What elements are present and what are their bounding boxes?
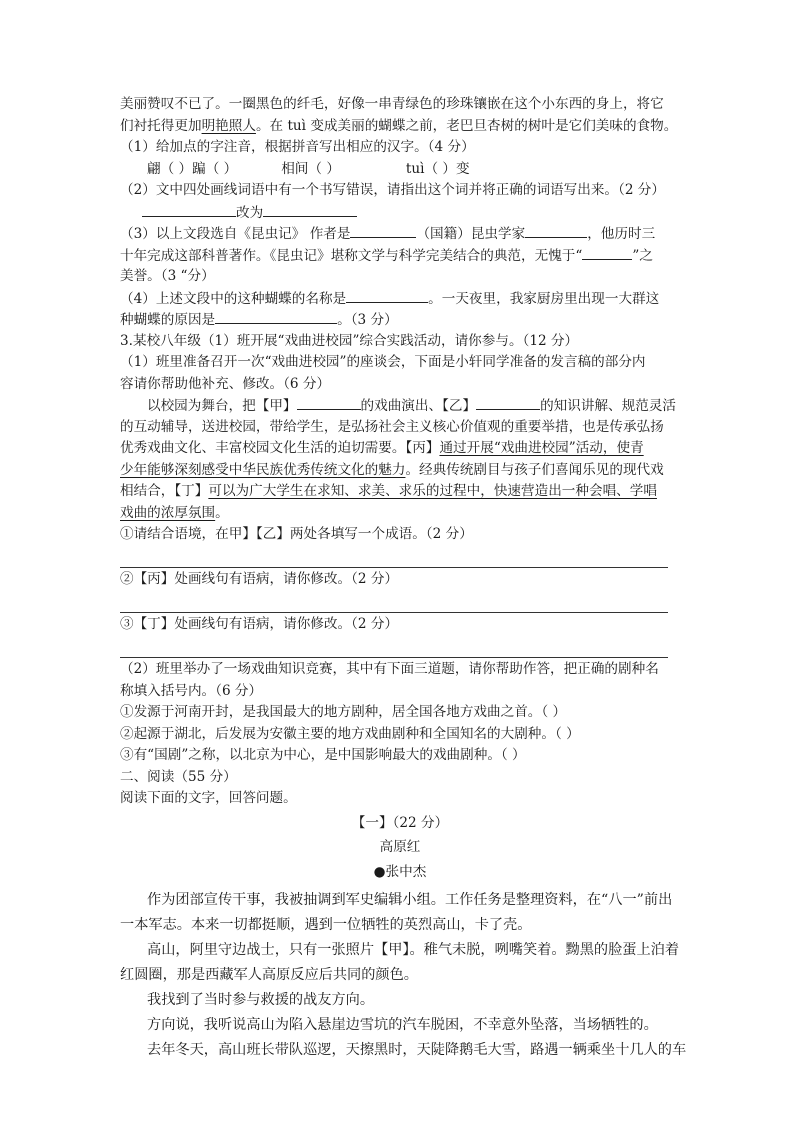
underlined-sentence: 通过开展“戏曲进校园”活动，使青 bbox=[439, 440, 644, 456]
quiz-item: ①发源于河南开封，是我国最大的地方剧种，居全国各地方戏曲之首。（ ） bbox=[120, 704, 567, 720]
answer-blank[interactable] bbox=[346, 288, 428, 303]
text-line: 美丽赞叹不已了。一圈黑色的纤毛，好像一串青绿色的珍珠镶嵌在这个小东西的身上，将它 bbox=[120, 96, 664, 112]
question-4: （4）上述文段中的这种蝴蝶的名称是 。一天夜里，我家厨房里出现一大群这 bbox=[120, 288, 680, 310]
quiz-item: ②起源于湖北，后发展为安徽主要的地方戏曲剧种和全国知名的大剧种。（ ） bbox=[120, 725, 580, 742]
passage-body bbox=[120, 888, 687, 1063]
sub-question-3: ③【丁】处画线句有语病，请你修改。（2 分） bbox=[120, 616, 399, 632]
question-2: （2）文中四处画线词语中有一个书写错误，请指出这个词并将正确的词语写出来。（2 分） bbox=[120, 182, 665, 198]
underlined-sentence: 可以为广大学生在求知、求美、求乐的过程中，快速营造出一种会唱、学唱 bbox=[208, 483, 657, 499]
answer-line[interactable] bbox=[120, 546, 668, 569]
paragraph-line: 方向说，我听说高山为陷入悬崖边雪坑的汽车脱困，不幸意外坠落，当场牺牲的。 bbox=[147, 1017, 658, 1033]
exam-page bbox=[120, 94, 687, 1063]
underlined-word: 明艳照人 bbox=[201, 117, 256, 134]
text-line: 美誉。（3 “分） bbox=[120, 268, 215, 284]
speech-line: 相结合，【丁】可以为广大学生在求知、求美、求乐的过程中，快速营造出一种会唱、学唱 bbox=[120, 483, 657, 499]
speech-line: 少年能够深刻感受中华民族优秀传统文化的魅力。经典传统剧目与孩子们喜闻乐见的现代戏 bbox=[120, 461, 664, 478]
section-heading: 二、阅读（55 分） bbox=[120, 768, 237, 785]
paragraph-line: 去年冬天，高山班长带队巡逻，天擦黑时，天陡降鹅毛大雪，路遇一辆乘坐十几人的车 bbox=[147, 1042, 687, 1058]
passage-number: 【一】（22 分） bbox=[351, 814, 449, 831]
passage-title: 高原红 bbox=[379, 839, 421, 855]
answer-blank[interactable] bbox=[142, 202, 236, 217]
paragraph-line: 作为团部宣传干事，我被抽调到军史编辑小组。工作任务是整理资料，在“八一”前出 bbox=[147, 892, 673, 908]
question-3-heading: 3.某校八年级（1）班开展“戏曲进校园”综合实践活动，请你参与。（12 分） bbox=[120, 332, 579, 349]
answer-line[interactable] bbox=[120, 591, 668, 614]
underlined-sentence: 戏曲的浓厚氛围 bbox=[120, 504, 216, 521]
paragraph-line: 我找到了当时参与救援的战友方向。 bbox=[147, 992, 375, 1008]
speech-line: 优秀戏曲文化、丰富校园文化生活的迫切需要。【丙】通过开展“戏曲进校园”活动，使青 bbox=[120, 440, 644, 456]
question-1: （1）给加点的字注音，根据拼音写出相应的汉字。（4 分） bbox=[120, 139, 475, 155]
quiz-item: ③有“国剧”之称，以北京为中心，是中国影响最大的戏曲剧种。（ ） bbox=[120, 747, 526, 763]
answer-blank[interactable] bbox=[582, 245, 632, 260]
question-3: （3）以上文段选自《昆虫记》 作者是 （国籍）昆虫学家 ，他历时三 bbox=[120, 223, 680, 245]
answer-blank[interactable] bbox=[263, 202, 357, 217]
speech-line: 戏曲的浓厚氛围。 bbox=[120, 504, 229, 521]
text-line: （2）班里举办了一场戏曲知识竞赛，其中有下面三道题，请你帮助作答，把正确的剧种名 bbox=[120, 661, 659, 677]
paragraph-line: 红圆圈，那是西藏军人高原反应后共同的颜色。 bbox=[120, 967, 418, 983]
answer-line[interactable] bbox=[120, 636, 668, 659]
answer-blank[interactable] bbox=[525, 223, 587, 238]
passage-author: ●张中杰 bbox=[373, 863, 427, 880]
speech-line: 以校园为舞台，把【甲】 的戏曲演出、【乙】 的知识讲解、规范灵活 bbox=[120, 395, 680, 417]
answer-blank-jia[interactable] bbox=[297, 395, 361, 410]
underlined-sentence: 少年能够深刻感受中华民族优秀传统文化的魅力 bbox=[120, 461, 406, 478]
answer-blank[interactable] bbox=[350, 223, 416, 238]
pinyin-row: 翩（ ）蹁（ ） 相间（ ） tuì（ ）变 bbox=[147, 160, 470, 177]
answer-blank[interactable] bbox=[215, 309, 337, 324]
answer-row-2: 改为 bbox=[120, 202, 680, 224]
paragraph-line: 高山，阿里守边战士，只有一张照片【甲】。稚气未脱，咧嘴笑着。黝黑的脸蛋上泊着 bbox=[147, 942, 680, 958]
answer-blank-yi[interactable] bbox=[476, 395, 540, 410]
text-line: 们衬托得更加明艳照人。在 tuì 变成美丽的蝴蝶之前，老巴旦杏树的树叶是它们美味的食物。 bbox=[120, 117, 678, 134]
sub-question-2: ②【丙】处画线句有语病，请你修改。（2 分） bbox=[120, 571, 399, 587]
text-line: 称填入括号内。（6 分） bbox=[120, 682, 263, 699]
paragraph-line: 一本军志。本来一切都挺顺，遇到一位牺牲的英烈高山，卡了壳。 bbox=[120, 917, 532, 933]
sub-question-1: ①请结合语境，在甲】【乙】两处各填写一个成语。（2 分） bbox=[120, 526, 473, 542]
speech-line: 的互动辅导，送进校园，带给学生，是弘扬社会主义核心价值观的重要举措，也是传承弘扬 bbox=[120, 418, 664, 435]
text-line: 十年完成这部科普著作。《昆虫记》堪称文学与科学完美结合的典范，无愧于“ ”之 bbox=[120, 245, 680, 267]
text-line: 容请你帮助他补充、修改。（6 分） bbox=[120, 375, 331, 392]
text-line: 种蝴蝶的原因是 。（3 分） bbox=[120, 309, 680, 331]
reading-instruction: 阅读下面的文字，回答问题。 bbox=[120, 790, 297, 806]
text-line: （1）班里准备召开一次“戏曲进校园”的座谈会，下面是小轩同学准备的发言稿的部分内 bbox=[120, 354, 646, 370]
